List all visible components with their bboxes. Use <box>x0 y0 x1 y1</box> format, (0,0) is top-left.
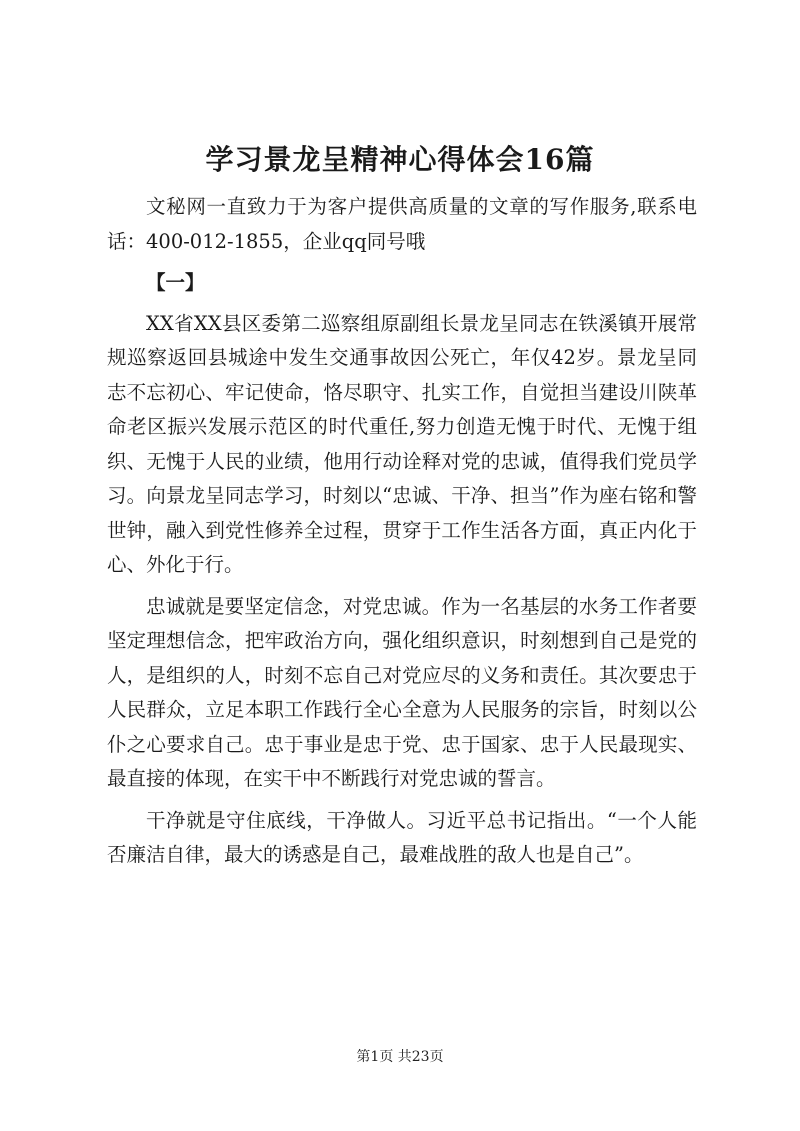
body-paragraph-3: 干净就是守住底线，干净做人。习近平总书记指出。“一个人能否廉洁自律，最大的诱惑是自己，最难战胜的敌人也是自己”。 <box>107 808 697 866</box>
page-footer <box>0 1047 800 1067</box>
intro-paragraph: 文秘网一直致力于为客户提供高质量的文章的写作服务,联系电话：400-012-1855，企业qq同号哦 <box>107 195 697 253</box>
body-paragraph-2: 忠诚就是要坚定信念，对党忠诚。作为一名基层的水务工作者要坚定理想信念，把牢政治方向，强化组织意识，时刻想到自己是党的人，是组织的人，时刻不忘自己对党应尽的义务和责任。其次要忠于人民群众，立足本职工作践行全心全意为人民服务的宗旨，时刻以公仆之心要求自己。忠于事业是忠于党、忠于国家、忠于人民最现实、最直接的体现，在实干中不断践行对党忠诚的誓言。 <box>107 594 697 790</box>
document-body <box>107 190 697 873</box>
document-title: 学习景龙呈精神心得体会16篇 <box>205 143 595 176</box>
body-paragraph-1: XX省XX县区委第二巡察组原副组长景龙呈同志在铁溪镇开展常规巡察返回县城途中发生交通事故因公死亡，年仅42岁。景龙呈同志不忘初心、牢记使命，恪尽职守、扎实工作，自觉担当建设川陕革命老区振兴发展示范区的时代重任,努力创造无愧于时代、无愧于组织、无愧于人民的业绩，他用行动诠释对党的忠诚，值得我们党员学习。向景龙呈同志学习，时刻以“忠诚、干净、担当”作为座右铭和警世钟，融入到党性修养全过程，贯穿于工作生活各方面，真正内化于心、外化于行。 <box>107 311 697 576</box>
page-indicator: 第1页 共23页 <box>356 1049 444 1065</box>
section-marker: 【一】 <box>146 271 205 294</box>
